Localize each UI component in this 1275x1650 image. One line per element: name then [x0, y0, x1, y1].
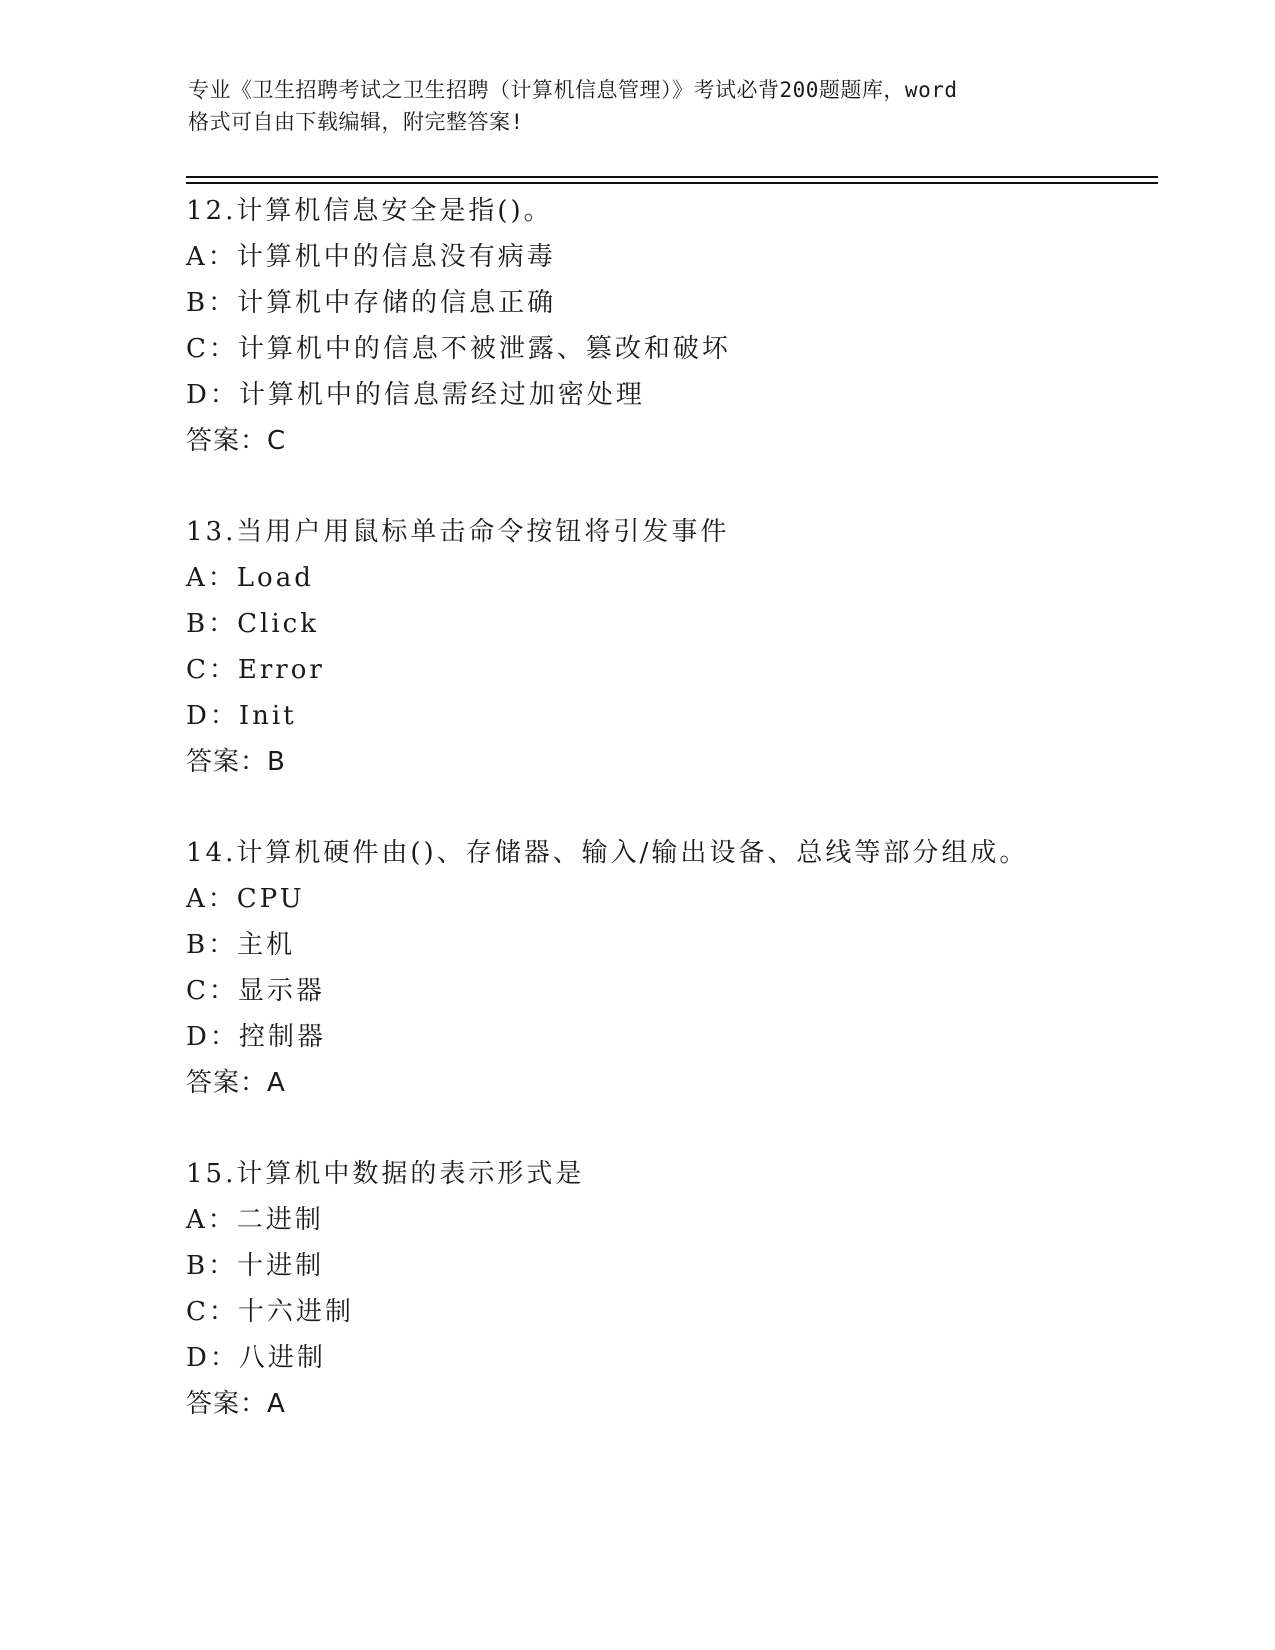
option-a: A：CPU: [186, 884, 305, 914]
option-a: A：Load: [186, 563, 314, 593]
option-c: C：显示器: [186, 976, 325, 1006]
answer-line: 答案：A: [186, 1389, 286, 1419]
answer-line: 答案：B: [186, 747, 286, 777]
option-c: C：计算机中的信息不被泄露、篡改和破坏: [186, 334, 731, 364]
option-d: D：控制器: [186, 1022, 326, 1052]
option-b: B：Click: [186, 609, 319, 639]
question-block: [186, 188, 1186, 464]
header-divider-top: [186, 176, 1158, 178]
header-line-1: 专业《卫生招聘考试之卫生招聘（计算机信息管理）》考试必背200题题库，word: [188, 78, 958, 102]
question-title: 12.计算机信息安全是指()。: [186, 196, 553, 226]
question-title: 14.计算机硬件由()、存储器、输入/输出设备、总线等部分组成。: [186, 838, 1029, 868]
header-divider-bottom: [186, 182, 1158, 184]
option-a: A：计算机中的信息没有病毒: [186, 242, 556, 272]
answer-line: 答案：C: [186, 426, 287, 456]
question-title: 13.当用户用鼠标单击命令按钮将引发事件: [186, 517, 730, 547]
answer-line: 答案：A: [186, 1068, 286, 1098]
option-a: A：二进制: [186, 1205, 324, 1235]
option-c: C：十六进制: [186, 1297, 354, 1327]
option-d: D：Init: [186, 701, 297, 731]
question-block: [186, 509, 1186, 785]
option-b: B：计算机中存储的信息正确: [186, 288, 557, 318]
option-d: D：八进制: [186, 1343, 326, 1373]
document-header: [188, 74, 1088, 138]
question-title: 15.计算机中数据的表示形式是: [186, 1159, 585, 1189]
header-line-2: 格式可自由下载编辑，附完整答案!: [188, 110, 524, 134]
option-c: C：Error: [186, 655, 325, 685]
question-block: [186, 830, 1186, 1106]
option-b: B：十进制: [186, 1251, 325, 1281]
question-block: [186, 1151, 1186, 1427]
option-d: D：计算机中的信息需经过加密处理: [186, 380, 645, 410]
option-b: B：主机: [186, 930, 296, 960]
